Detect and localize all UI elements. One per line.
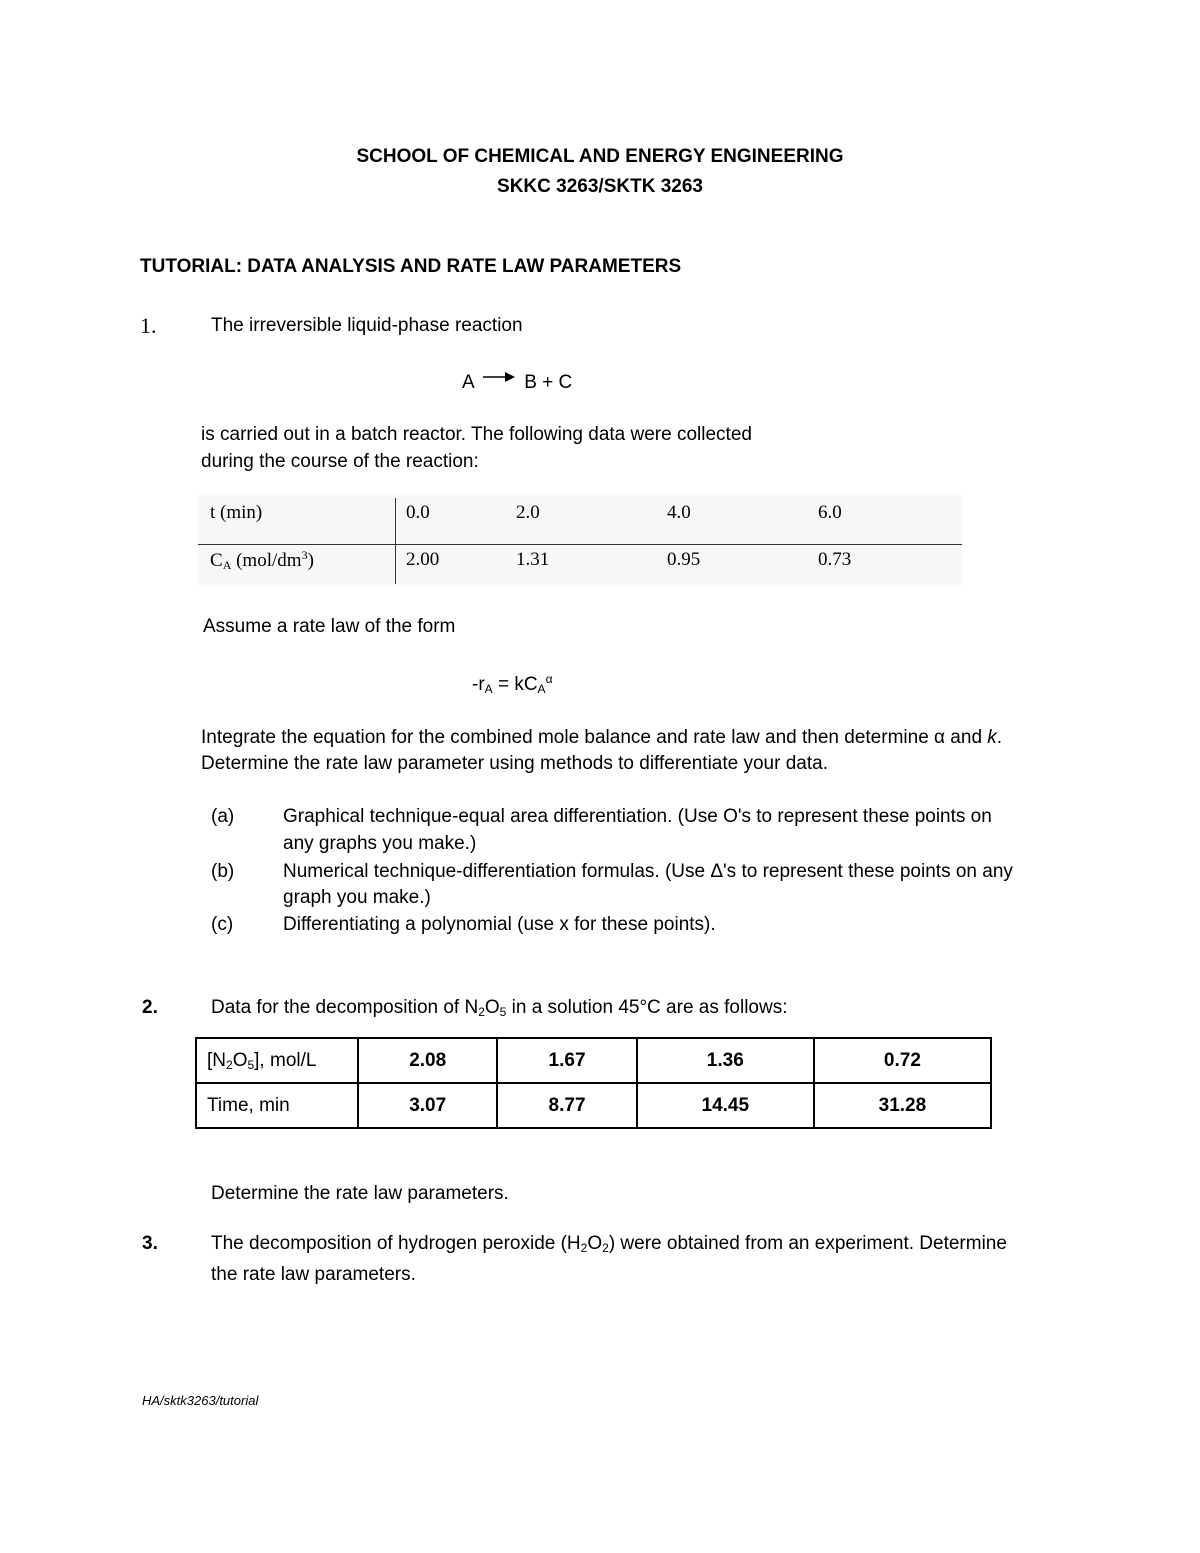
part-a-line1: Graphical technique-equal area differentiation. (Use O's to represent these points on xyxy=(283,806,992,827)
table-cell: 4.0 xyxy=(667,502,691,523)
row1-label-time: t (min) xyxy=(210,502,263,523)
table-cell: 0.72 xyxy=(814,1038,991,1083)
row1-label-concentration: $[N_2O_5]$, mol/L xyxy=(196,1038,358,1083)
q2-number: 2. xyxy=(142,997,158,1018)
reaction-arrow-icon xyxy=(481,370,517,384)
q2-data-table xyxy=(195,1037,992,1129)
q1-integrate-line2: Determine the rate law parameter using methods to differentiate your data. xyxy=(201,753,828,774)
table-cell: 2.08 xyxy=(358,1038,497,1083)
table-cell: 0.73 xyxy=(818,549,852,570)
table-cell: 8.77 xyxy=(497,1083,636,1128)
table-divider-vertical xyxy=(395,498,396,584)
course-code: SKKC 3263/SKTK 3263 xyxy=(497,176,703,197)
part-a-line2: any graphs you make.) xyxy=(283,833,477,854)
products-b-c: B + C xyxy=(524,372,573,393)
table-divider-horizontal xyxy=(198,544,962,545)
q1-number: 1. xyxy=(140,313,157,338)
q3-line2: the rate law parameters. xyxy=(211,1264,416,1285)
part-b-label: (b) xyxy=(211,861,235,882)
reactant-a: A xyxy=(462,372,474,393)
q1-integrate-line1: Integrate the equation for the combined mole balance and rate law and then determine α and k. xyxy=(201,727,1003,748)
part-b-line2: graph you make.) xyxy=(283,887,431,908)
q1-batch-line2: during the course of the reaction: xyxy=(201,451,479,472)
table-cell: 6.0 xyxy=(818,502,842,523)
table-cell: 0.0 xyxy=(406,502,430,523)
q2-text: Data for the decomposition of $N_2O_5$ in a solution 45°C are as follows: xyxy=(211,997,788,1019)
table-cell: 31.28 xyxy=(814,1083,991,1128)
school-title: SCHOOL OF CHEMICAL AND ENERGY ENGINEERING xyxy=(356,146,844,167)
q1-data-table xyxy=(198,494,962,586)
reaction-equation xyxy=(462,370,572,394)
table-cell: 2.00 xyxy=(406,549,440,570)
footer-label: HA/sktk3263/tutorial xyxy=(142,1393,259,1408)
table-cell: 2.0 xyxy=(516,502,540,523)
q2-determine: Determine the rate law parameters. xyxy=(211,1183,509,1204)
part-c-line1: Differentiating a polynomial (use x for these points). xyxy=(283,914,716,935)
table-cell: 1.36 xyxy=(637,1038,814,1083)
part-c-label: (c) xyxy=(211,914,234,935)
q3-number: 3. xyxy=(142,1233,158,1254)
q1-batch-line1: is carried out in a batch reactor. The following data were collected xyxy=(201,424,752,445)
row2-label-concentration: $C_A$ $(mol/dm^3)$ xyxy=(210,548,314,572)
table-cell: 14.45 xyxy=(637,1083,814,1128)
tutorial-title: TUTORIAL: DATA ANALYSIS AND RATE LAW PARAMETERS xyxy=(140,256,682,277)
part-b-line1: Numerical technique-differentiation formulas. (Use Δ's to represent these points on any xyxy=(283,861,1013,882)
table-cell: 1.31 xyxy=(516,549,550,570)
table-cell: 0.95 xyxy=(667,549,701,570)
rate-law-equation: $-r_A = kC_A^\alpha$ xyxy=(472,672,553,696)
q1-intro: The irreversible liquid-phase reaction xyxy=(211,315,523,336)
part-a-label: (a) xyxy=(211,806,235,827)
table-cell: 1.67 xyxy=(497,1038,636,1083)
table-row xyxy=(196,1038,991,1083)
q3-line1: The decomposition of hydrogen peroxide $(H_2O_2)$ were obtained from an experiment. Determine xyxy=(211,1233,1007,1255)
table-cell: 3.07 xyxy=(358,1083,497,1128)
q1-assume: Assume a rate law of the form xyxy=(203,616,456,637)
row2-label-time: Time, min xyxy=(196,1083,358,1128)
table-row xyxy=(196,1083,991,1128)
